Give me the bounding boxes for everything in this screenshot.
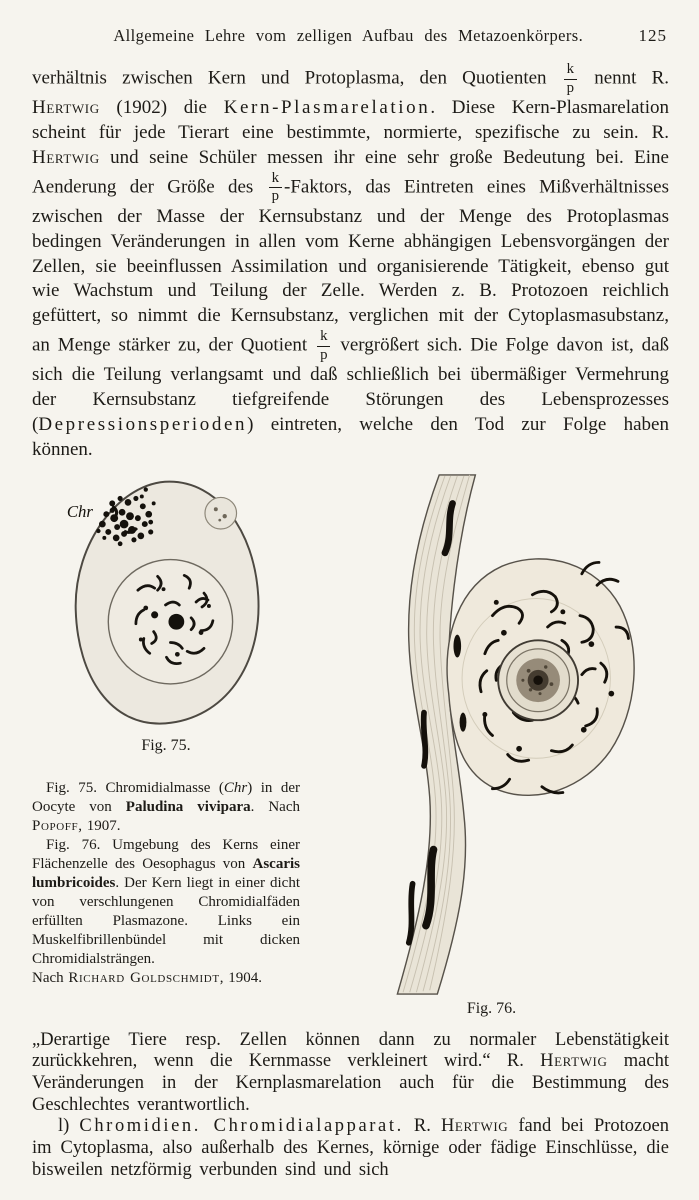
figure-75-column	[32, 473, 300, 1018]
page-number: 125	[638, 26, 667, 45]
text-segment: . Diese Kern-Plasmarelation scheint für jede Tierart eine bestimmte, normierte, spezifische zu sein. R.	[32, 97, 669, 143]
author-name-hertwig: Hertwig	[32, 146, 100, 168]
caption-text: , 1904.	[219, 970, 262, 987]
figure-captions	[32, 779, 300, 989]
author-name-goldschmidt: Richard Goldschmidt	[68, 970, 220, 987]
species-name-paludina: Paludina vivipara	[125, 798, 251, 815]
author-name-hertwig: Hertwig	[540, 1051, 608, 1072]
figures-section	[32, 473, 669, 1018]
figure-76-column	[300, 473, 669, 1018]
caption-text: Fig. 76. Umgebung des Kerns einer Flächenzelle des Oesophagus von	[32, 836, 300, 872]
small-vesicle	[205, 497, 237, 529]
nucleolus-small	[151, 611, 158, 618]
emphasis-depressionsperioden: Depressionsperioden	[38, 414, 248, 436]
caption-text: ) in der Oocyte von	[32, 779, 300, 815]
fraction-k-p	[315, 329, 332, 363]
paragraph-kern-plasmarelation	[32, 62, 669, 463]
text-segment: verhältnis zwischen Kern und Protoplasma, den Quotienten	[32, 67, 562, 89]
fraction-numerator: k	[317, 329, 330, 347]
caption-fig76	[32, 836, 300, 969]
caption-chr-italic: Chr	[223, 779, 248, 796]
caption-text: . Nach	[250, 798, 300, 815]
caption-text: Fig. 75. Chromidialmasse (	[46, 779, 224, 796]
chr-label: Chr	[66, 501, 93, 521]
text-segment: l)	[58, 1116, 80, 1137]
fig76-oesophagus-cell-drawing	[342, 473, 642, 996]
caption-text: , 1907.	[78, 817, 121, 834]
text-segment: nennt R.	[579, 67, 669, 89]
nucleolus-center	[533, 675, 543, 685]
species-name-ascaris: Ascaris lumbricoides	[32, 855, 300, 892]
fig76-label: Fig. 76.	[466, 999, 517, 1017]
paragraph-zitat-hertwig	[32, 1030, 669, 1117]
text-segment: ) eintreten, welche den Tod zur Folge haben können.	[32, 414, 669, 460]
text-segment: „Derartige Tiere resp. Zellen können dann zu normaler Lebenstätigkeit zurückkehren, wenn die Kernmasse verkleinert wird.“ R.	[32, 1029, 669, 1072]
fraction-numerator: k	[269, 171, 282, 189]
fig75-oocyte-drawing	[55, 473, 277, 733]
paragraph-chromidien	[32, 1116, 669, 1181]
caption-fig75	[32, 779, 300, 836]
emphasis-chromidien: Chromidien. Chromidialapparat.	[79, 1116, 404, 1137]
author-name-hertwig: Hertwig	[32, 97, 100, 119]
text-segment: macht Veränderungen in der Kernplasmarelation auch für die Bestimmung des Geschlechtes verantwortlich.	[32, 1051, 669, 1115]
text-segment: -Faktors, das Eintreten eines Mißverhältnisses zwischen der Masse der Kernsubstanz und der Menge des Protoplasmas bedingen Veränderungen in allen vom Kerne abhängigen Lebensvorgängen der Zellen, sie beeinflussen Assimilation und organisierende Tätigkeit, ebenso gut wie Wachstum und Teilung der Zelle. Werden z. B. Protozoen reichlich gefüttert, so nimmt die Kernsubstanz, verglichen mit der Cytoplasmasubstanz, an Menge stärker zu, der Quotient	[32, 176, 669, 356]
caption-text: Nach	[32, 970, 69, 987]
text-segment: und seine Schüler messen ihr eine sehr große Bedeutung bei. Eine Aenderung der Größe des	[32, 146, 669, 198]
fraction-numerator: k	[564, 62, 577, 80]
caption-credit	[32, 969, 300, 988]
emphasis-kern-plasmarelation: Kern-Plasmarelation	[223, 97, 431, 119]
caption-text: . Der Kern liegt in einer dicht von verschlungenen Chromidialfäden erfüllten Plasmazone. Links ein Muskelfibrillenbündel mit dicken Chromidialsträngen.	[32, 875, 300, 968]
text-segment: (1902) die	[99, 97, 224, 119]
text-segment: fand bei Protozoen im Cytoplasma, also außerhalb des Kernes, körnige oder fädige Einschlüsse, die bisweilen netzförmig verbunden sind und sich	[32, 1116, 669, 1180]
running-header-title: Allgemeine Lehre vom zelligen Aufbau des Metazoenkörpers.	[113, 26, 584, 45]
fraction-k-p	[562, 62, 579, 96]
fraction-denominator: p	[271, 188, 279, 205]
author-name-hertwig: Hertwig	[440, 1116, 509, 1137]
text-segment: R.	[403, 1116, 441, 1137]
author-name-popoff: Popoff	[32, 817, 79, 834]
text-segment: vergrößert sich. Die Folge davon ist, daß sich die Teilung verlangsamt und daß schließlich bei übermäßiger Vermehrung der Kernsubstanz tiefgreifende Störungen des Lebensprozesses (	[32, 334, 669, 436]
running-header	[32, 24, 669, 46]
fig75-label: Fig. 75.	[141, 736, 191, 754]
nucleolus	[168, 614, 184, 630]
fraction-denominator: p	[566, 79, 575, 96]
fraction-denominator: p	[320, 346, 328, 363]
fraction-k-p	[267, 171, 284, 205]
